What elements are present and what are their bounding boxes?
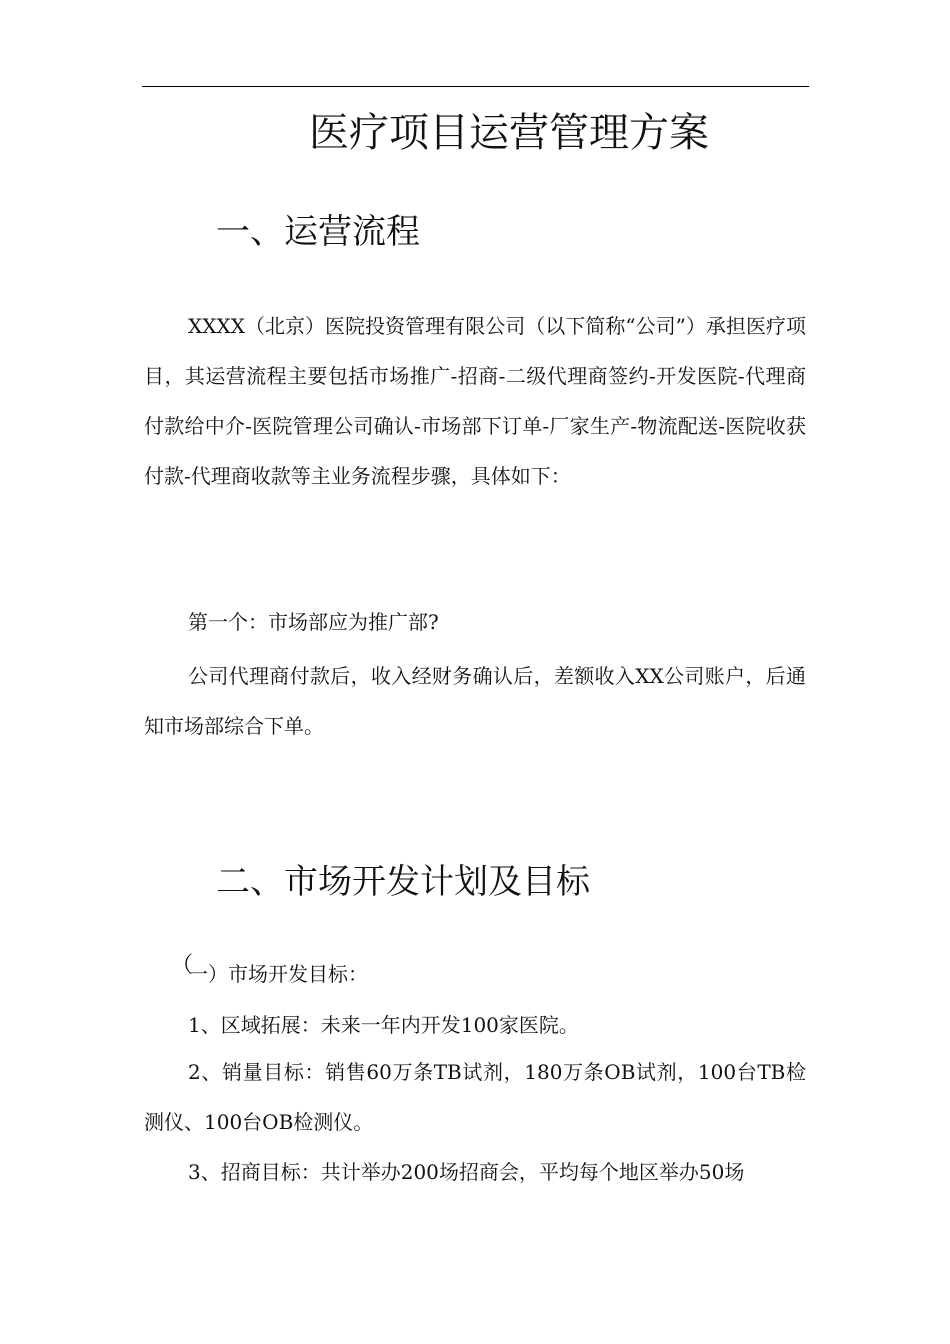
operation-flow-paragraph: XXXX（北京）医院投资管理有限公司（以下简称“公司”）承担医疗项目，其运营流程主要包括市场推广-招商-二级代理商签约-开发医院-代理商付款给中介-医院管理公司确认-市场部下订单-厂家生产-物流配送-医院收获付款-代理商收款等主业务流程步骤，具体如下： xyxy=(144,314,806,488)
subheading-open-paren: （ xyxy=(171,953,194,978)
goal-item-investment: 3、招商目标：共计举办200场招商会，平均每个地区举办50场 xyxy=(188,1160,745,1184)
header-rule xyxy=(142,86,809,87)
section-heading-market-plan: 二、市场开发计划及目标 xyxy=(216,862,590,902)
document-title: 医疗项目运营管理方案 xyxy=(309,110,709,156)
goal-item-region: 1、区域拓展：未来一年内开发100家医院。 xyxy=(188,1013,579,1037)
subheading-market-goals: 一）市场开发目标： xyxy=(188,962,368,986)
goal-item-sales: 2、销量目标：销售60万条TB试剂，180万条OB试剂，100台TB检测仪、100台OB检测仪。 xyxy=(144,1060,806,1134)
payment-note-paragraph: 公司代理商付款后，收入经财务确认后，差额收入XX公司账户，后通知市场部综合下单。 xyxy=(144,664,806,738)
section-heading-operation-flow: 一、运营流程 xyxy=(216,212,420,252)
question-line: 第一个：市场部应为推广部? xyxy=(188,610,439,634)
